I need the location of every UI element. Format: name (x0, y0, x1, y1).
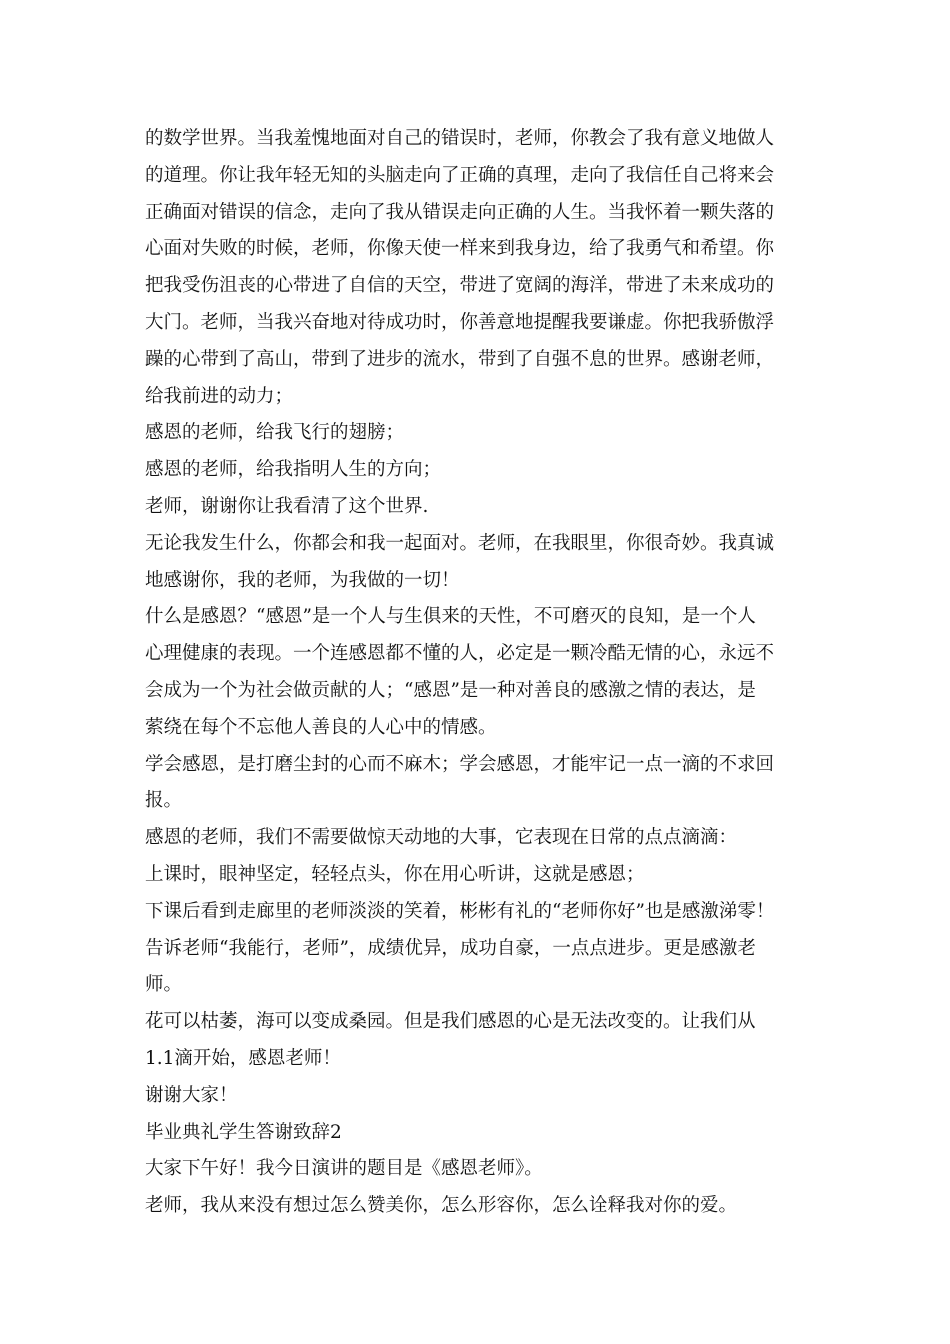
text-line: 1.1滴开始，感恩老师！ (145, 1047, 341, 1069)
text-line: 大门。老师，当我兴奋地对待成功时，你善意地提醒我要谦虚。你把我骄傲浮 (145, 311, 775, 333)
text-line: 无论我发生什么，你都会和我一起面对。老师，在我眼里，你很奇妙。我真诚 (145, 532, 775, 554)
text-line: 心理健康的表现。一个连感恩都不懂的人，必定是一颗冷酷无情的心，永远不 (145, 643, 775, 665)
text-line: 师。 (145, 974, 183, 996)
text-line: 花可以枯萎，海可以变成桑园。但是我们感恩的心是无法改变的。让我们从 (145, 1011, 756, 1033)
text-line: 报。 (145, 790, 183, 812)
text-line: 地感谢你，我的老师，为我做的一切！ (145, 569, 460, 591)
text-line: 大家下午好！我今日演讲的题目是《感恩老师》。 (145, 1158, 543, 1180)
section-heading: 毕业典礼学生答谢致辞2 (145, 1121, 342, 1143)
document-body (145, 121, 810, 1225)
text-line: 的数学世界。当我羞愧地面对自己的错误时，老师，你教会了我有意义地做人 (145, 128, 775, 149)
text-line: 萦绕在每个不忘他人善良的人心中的情感。 (145, 716, 497, 738)
text-line: 学会感恩，是打磨尘封的心而不麻木；学会感恩，才能牢记一点一滴的不求回 (145, 753, 775, 775)
text-line: 谢谢大家！ (145, 1084, 238, 1106)
text-line: 感恩的老师，给我指明人生的方向； (145, 459, 442, 481)
text-line: 躁的心带到了高山，带到了进步的流水，带到了自强不息的世界。感谢老师， (145, 348, 775, 370)
text-line: 心面对失败的时候，老师，你像天使一样来到我身边，给了我勇气和希望。你 (145, 238, 775, 260)
text-line: 老师，我从来没有想过怎么赞美你，怎么形容你，怎么诠释我对你的爱。 (145, 1195, 738, 1217)
text-line: 什么是感恩？“感恩”是一个人与生俱来的天性，不可磨灭的良知，是一个人 (145, 606, 756, 628)
text-line: 给我前进的动力； (145, 385, 294, 407)
text-line: 的道理。你让我年轻无知的头脑走向了正确的真理，走向了我信任自己将来会 (145, 164, 775, 186)
text-line: 下课后看到走廊里的老师淡淡的笑着，彬彬有礼的“老师你好”也是感激涕零！ (145, 900, 775, 922)
text-line: 老师，谢谢你让我看清了这个世界. (145, 495, 429, 517)
text-line: 感恩的老师，我们不需要做惊天动地的大事，它表现在日常的点点滴滴： (145, 827, 738, 849)
text-line: 告诉老师“我能行，老师”，成绩优异，成功自豪，一点点进步。更是感激老 (145, 937, 756, 959)
text-line: 把我受伤沮丧的心带进了自信的天空，带进了宽阔的海洋，带进了未来成功的 (145, 275, 775, 297)
text-line: 正确面对错误的信念，走向了我从错误走向正确的人生。当我怀着一颗失落的 (145, 201, 775, 223)
text-line: 会成为一个为社会做贡献的人；“感恩”是一种对善良的感激之情的表达，是 (145, 679, 756, 701)
text-line: 上课时，眼神坚定，轻轻点头，你在用心听讲，这就是感恩； (145, 863, 645, 885)
text-line: 感恩的老师，给我飞行的翅膀； (145, 422, 405, 444)
